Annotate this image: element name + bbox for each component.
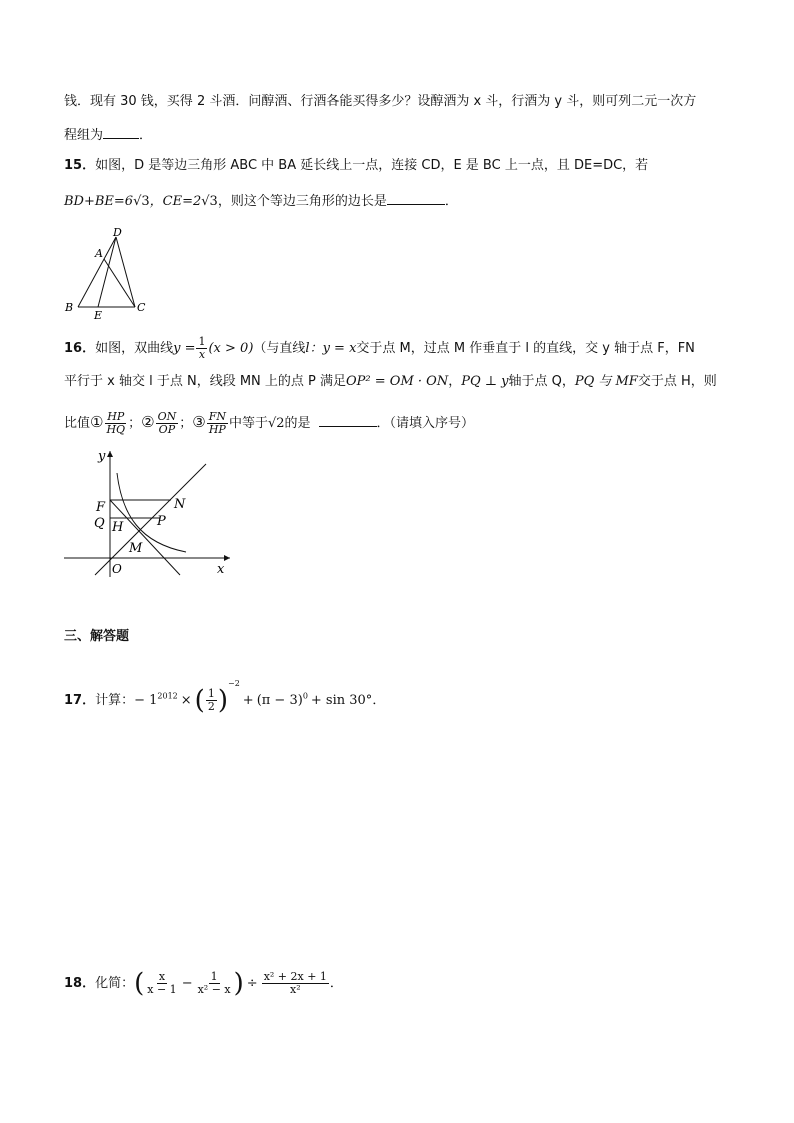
q14-line2-text: 程组为: [64, 128, 104, 143]
q17-exp-2012: 2012: [157, 691, 178, 701]
q17-exp-neg2: −2: [227, 679, 240, 688]
q16-option3-frac: $\frac{FN}{HP}$: [208, 410, 226, 436]
q14-line1: 钱．现有 30 钱，买得 2 斗酒．问醇酒、行酒各能买得多少？设醇酒为 x 斗，行酒为 y 斗，则可列二元一次方: [64, 94, 697, 109]
q16-option2-frac: $\frac{ON}{OP}$: [157, 410, 177, 436]
q16-line1: [64, 336, 695, 361]
q17-times: ×: [180, 693, 192, 708]
q17-exp-0: 0: [302, 691, 308, 701]
q16-option1-frac: $\frac{HP}{HQ}$: [106, 410, 126, 436]
q15-tail: ，则这个等边三角形的边长是: [217, 194, 387, 209]
q15-label-b: B: [65, 301, 74, 314]
q15-bd-be: BD+BE=6: [64, 194, 134, 209]
q14-answer-blank: [103, 126, 139, 139]
q16-label-q: Q: [94, 516, 105, 531]
q15-label-c: C: [137, 301, 146, 314]
q15-root3b: √3: [201, 194, 218, 209]
q16-text3d: ．（请填入序号）: [376, 416, 475, 431]
q16-frac-1-over-x: $\frac{1}{x}$: [198, 335, 206, 361]
q16-op2: OP² = OM · ON: [346, 374, 449, 389]
q17-line: 17．计算：− $1^{2012}$ × ( $\frac{1}{2}$ )$^{-2}+ (\pi - 3)^0 + \sin 30^\circ$．: [64, 679, 386, 716]
q15-number: 15．: [64, 158, 96, 173]
q17-pi-minus-3: (π − 3): [256, 693, 303, 708]
q16-number: 16．: [64, 341, 96, 356]
q18-line: 18．化简：( $\frac{x}{x - 1}$ − $\frac{1}{\text{x² − x}}$ ) ÷ $\frac{\text{x² + 2x + 1}}{\text{x²}}$ ．: [64, 968, 343, 999]
q16-option2-mark: ②: [141, 413, 155, 431]
q15-end: ．: [444, 194, 458, 209]
q16-hyperbola: [117, 473, 186, 552]
q16-label-h: H: [112, 520, 124, 535]
q16-text1c: 交于点 M，过点 M 作垂直于 l 的直线，交 y 轴于点 F，FN: [356, 341, 695, 356]
q16-y-eq: y =: [173, 341, 196, 356]
q16-label-o: O: [112, 562, 122, 576]
q16-label-p: P: [157, 514, 166, 529]
q14-line2: [64, 126, 152, 146]
q14-end: ．: [139, 128, 153, 143]
q16-pq-perp: PQ ⊥ y: [461, 374, 509, 389]
q18-frac-c: $\frac{\text{x² + 2x + 1}}{\text{x²}}$: [263, 970, 327, 996]
q16-label-f: F: [96, 500, 106, 515]
q16-text1a: 如图，双曲线: [95, 341, 174, 356]
q15-label-d: D: [113, 226, 122, 239]
q16-label-x: x: [217, 562, 225, 577]
q16-label-n: N: [174, 497, 186, 512]
q16-sqrt2: √2: [267, 416, 285, 431]
q15-label-e: E: [94, 309, 103, 320]
q15-ce: ，CE=2: [149, 194, 202, 209]
q16-figure: [60, 445, 240, 580]
q17-number: 17．: [64, 693, 96, 708]
q15-answer-blank: [387, 192, 445, 205]
q16-option1-mark: ①: [90, 413, 104, 431]
q16-y-eq-x: y = x: [322, 341, 357, 356]
q15-line2: [64, 192, 458, 212]
q15-figure: [60, 225, 150, 320]
q16-condition: (x > 0): [208, 341, 254, 356]
q16-label-y: y: [98, 449, 106, 464]
q17-half: $\frac{1}{2}$: [207, 687, 215, 713]
q17-sin30: + sin 30°: [310, 693, 373, 708]
q18-frac-a: $\frac{x}{x - 1}$: [147, 970, 177, 996]
q16-line2: 平行于 x 轴交 l 于点 N，线段 MN 上的点 P 满足OP² = OM · ON，PQ ⊥ y轴于点 Q，PQ 与 MF交于点 H，则: [64, 374, 717, 389]
q16-answer-blank: [319, 414, 377, 427]
q16-line3: 比值① $\frac{HP}{HQ}$ ；② $\frac{ON}{OP}$ ；③ $\frac{FN}{HP}$ 中等于√2的是 ．（请填入序号）: [64, 410, 475, 436]
section-3-title: 三、解答题: [64, 629, 130, 644]
q16-pq-mf: PQ 与 MF: [574, 374, 638, 389]
q15-line1: [64, 156, 648, 176]
q18-number: 18．: [64, 976, 96, 991]
q16-label-m: M: [129, 541, 143, 556]
q18-frac-b: $\frac{1}{\text{x² − x}}$: [197, 970, 231, 996]
q15-label-a: A: [95, 247, 103, 260]
q17-label: 计算：: [95, 693, 135, 708]
q16-text3a: 比值: [64, 416, 91, 431]
q15-root3: √3: [133, 194, 150, 209]
q17-neg-one: − 1: [134, 693, 158, 708]
q15-text1: 如图，D 是等边三角形 ABC 中 BA 延长线上一点，连接 CD，E 是 BC 上一点，且 DE=DC，若: [95, 158, 649, 173]
q16-option3-mark: ③: [192, 413, 206, 431]
q15-line-dc: [116, 237, 135, 307]
q18-label: 化简：: [95, 976, 135, 991]
q16-text1b: （与直线: [253, 341, 306, 356]
q16-line-l: l：: [305, 341, 323, 356]
q16-text2a: 平行于 x 轴交 l 于点 N，线段 MN 上的点 P 满足: [64, 374, 347, 389]
